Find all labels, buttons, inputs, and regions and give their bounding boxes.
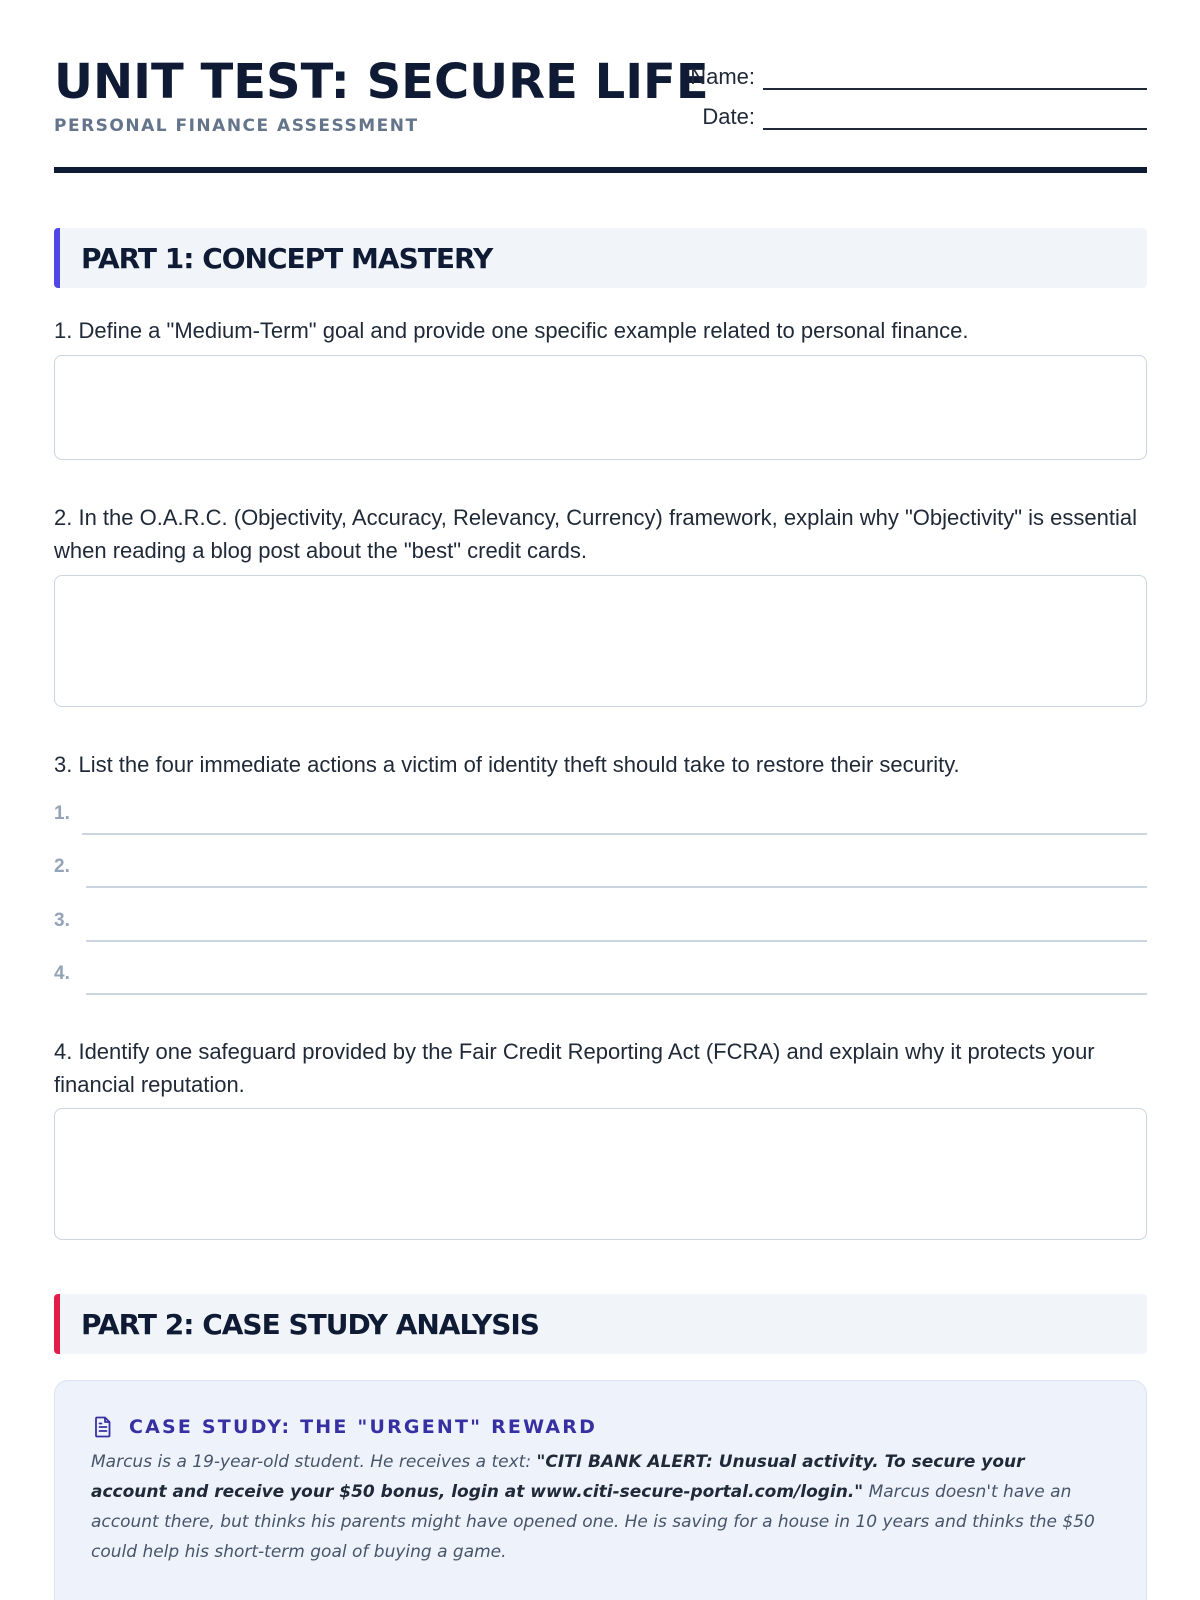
answer-box-2[interactable]: [54, 575, 1147, 707]
page-subtitle: PERSONAL FINANCE ASSESSMENT: [54, 116, 419, 136]
case-study-quote: "CITI BANK ALERT: Unusual activity. To secure your account and receive your $50 bonus, login at www.citi-secure-portal.com/login.": [91, 1452, 1025, 1502]
case-study-card: [54, 1380, 1147, 1600]
case-study-title: CASE STUDY: THE "URGENT" REWARD: [129, 1416, 598, 1438]
answer-rule: [86, 886, 1147, 888]
answer-rule: [86, 940, 1147, 942]
test-header: [54, 52, 1147, 174]
date-label: Date:: [702, 104, 755, 129]
answer-rule: [82, 833, 1147, 835]
section-banner-part2: [54, 1294, 1147, 1354]
answer-rule: [86, 993, 1147, 995]
case-study-header: [91, 1415, 597, 1439]
question-4: 4. Identify one safeguard provided by the Fair Credit Reporting Act (FCRA) and explain why it protects your financial reputation.: [54, 1039, 1095, 1097]
list-number: 4.: [54, 963, 70, 984]
section-banner-part1: [54, 228, 1147, 288]
question-3: 3. List the four immediate actions a victim of identity theft should take to restore their security.: [54, 752, 960, 777]
question-2: 2. In the O.A.R.C. (Objectivity, Accuracy, Relevancy, Currency) framework, explain why "Objectivity" is essential when reading a blog post about the "best" credit cards.: [54, 505, 1137, 563]
list-number: 1.: [54, 803, 70, 824]
question-1: 1. Define a "Medium-Term" goal and provide one specific example related to personal finance.: [54, 318, 969, 343]
answer-box-4[interactable]: [54, 1108, 1147, 1240]
document-icon: [91, 1415, 115, 1439]
section-accent-bar: [54, 1294, 60, 1354]
list-number: 3.: [54, 910, 70, 931]
answer-line-1[interactable]: [54, 795, 1147, 835]
section-title: PART 1: CONCEPT MASTERY: [81, 242, 493, 275]
section-accent-bar: [54, 228, 60, 288]
answer-line-2[interactable]: [54, 848, 1147, 888]
answer-box-1[interactable]: [54, 355, 1147, 460]
case-study-rest: Marcus doesn't have an account there, but thinks his parents might have opened one. He is saving for a house in 10 years and thinks the $50 could help his short-term goal of buying a game.: [91, 1482, 1095, 1562]
date-line[interactable]: [763, 108, 1147, 130]
list-number: 2.: [54, 856, 70, 877]
header-divider: [54, 167, 1147, 173]
name-line[interactable]: [763, 68, 1147, 90]
page-title: UNIT TEST: SECURE LIFE: [54, 54, 709, 110]
case-study-text: [91, 1447, 1101, 1567]
name-label: Name:: [690, 64, 755, 89]
answer-line-4[interactable]: [54, 955, 1147, 995]
section-title: PART 2: CASE STUDY ANALYSIS: [81, 1308, 539, 1341]
case-study-intro: Marcus is a 19-year-old student. He receives a text:: [91, 1452, 537, 1472]
date-field[interactable]: [702, 104, 1147, 130]
name-field[interactable]: [690, 64, 1147, 90]
answer-line-3[interactable]: [54, 902, 1147, 942]
